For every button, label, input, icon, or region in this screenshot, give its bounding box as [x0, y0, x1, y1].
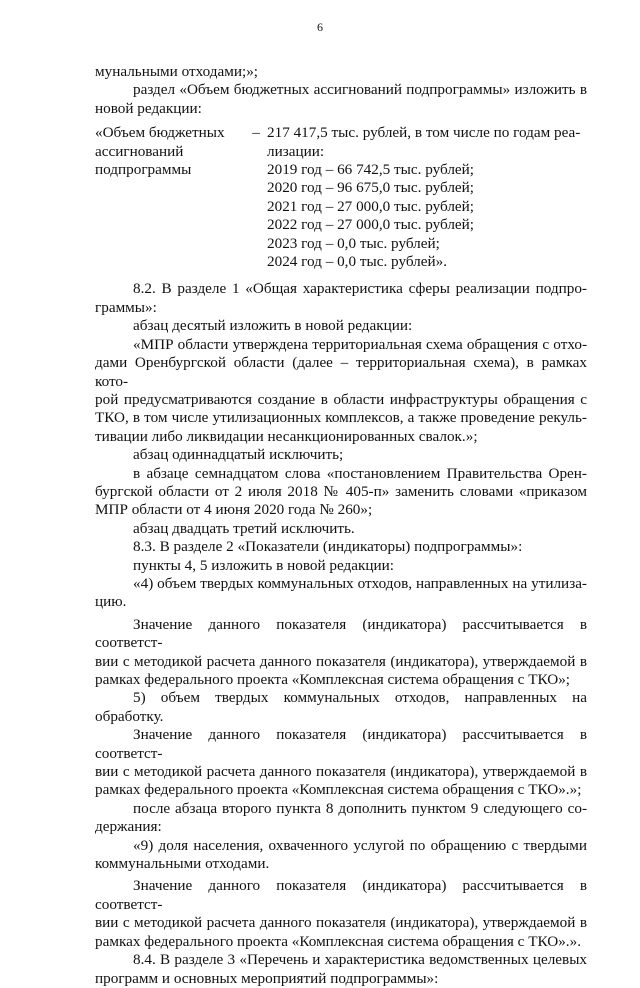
text-line: «9) доля населения, охваченного услугой по обращению с твердыми: [133, 836, 587, 854]
text-line: граммы»:: [95, 298, 157, 316]
text-line: коммунальными отходами.: [95, 855, 270, 873]
text-line: абзац одиннадцатый исключить;: [133, 446, 344, 464]
budget-value-line: 2020 год – 96 675,0 тыс. рублей;: [267, 179, 475, 197]
budget-value-line: 217 417,5 тыс. рублей, в том числе по годам реа-: [267, 124, 581, 142]
text-line: вии с методикой расчета данного показателя (индикатора), утверждаемой в: [95, 914, 587, 932]
budget-values: [267, 124, 587, 271]
text-line: «4) объем твердых коммунальных отходов, направленных на утилиза-: [133, 574, 587, 592]
text-line: 8.2. В разделе 1 «Общая характеристика сферы реализации подпро-: [133, 280, 587, 298]
page-number: 6: [317, 20, 323, 34]
text-line: цию.: [95, 593, 127, 611]
text-line: ТКО, в том числе утилизационных комплексов, а также проведение рекуль-: [95, 409, 587, 427]
text-line: 8.3. В разделе 2 «Показатели (индикаторы) подпрограммы»:: [133, 538, 523, 556]
text-line: вии с методикой расчета данного показателя (индикатора), утверждаемой в: [95, 652, 587, 670]
text-line: вии с методикой расчета данного показателя (индикатора), утверждаемой в: [95, 763, 587, 781]
budget-label-line: «Объем бюджетных: [95, 124, 225, 142]
budget-value-line: 2023 год – 0,0 тыс. рублей;: [267, 234, 440, 252]
text-line: бургской области от 2 июля 2018 № 405-п» заменить словами «приказом: [95, 482, 587, 500]
text-line: Значение данного показателя (индикатора) рассчитывается в соответст-: [95, 615, 587, 652]
budget-value-line: лизации:: [267, 142, 325, 160]
text-line: в абзаце семнадцатом слова «постановлением Правительства Орен-: [133, 464, 587, 482]
text-line: тивации либо ликвидации несанкционированных свалок.»;: [95, 427, 478, 445]
text-line: рой предусматриваются создание в области инфраструктуры обращения с: [95, 390, 587, 408]
text-line: мунальными отходами;»;: [95, 63, 259, 80]
text-line: после абзаца второго пункта 8 дополнить пунктом 9 следующего со-: [133, 799, 587, 817]
text-line: 8.4. В разделе 3 «Перечень и характеристика ведомственных целевых: [133, 951, 587, 969]
text-line: 5) объем твердых коммунальных отходов, направленных на обработку.: [95, 689, 587, 725]
budget-dash: –: [252, 124, 260, 142]
budget-value-line: 2019 год – 66 742,5 тыс. рублей;: [267, 161, 475, 179]
text-line: абзац десятый изложить в новой редакции:: [133, 317, 413, 335]
budget-value-line: 2024 год – 0,0 тыс. рублей».: [267, 253, 448, 271]
text-line: абзац двадцать третий исключить.: [133, 519, 355, 537]
budget-label: [95, 124, 245, 271]
text-line: рамках федерального проекта «Комплексная система обращения с ТКО»;: [95, 671, 571, 688]
budget-label-line: подпрограммы: [95, 161, 192, 179]
text-line: держания:: [95, 818, 162, 836]
text-line: раздел «Объем бюджетных ассигнований подпрограммы» изложить в: [133, 81, 587, 99]
text-line: программ и основных мероприятий подпрограммы»:: [95, 969, 439, 987]
budget-value-line: 2021 год – 27 000,0 тыс. рублей;: [267, 197, 475, 215]
document-body: [95, 63, 587, 988]
text-line: Значение данного показателя (индикатора) рассчитывается в соответст-: [95, 877, 587, 913]
text-line: дами Оренбургской области (далее – территориальная схема), в рамках кото-: [95, 354, 587, 390]
text-line: «МПР области утверждена территориальная схема обращения с отхо-: [133, 335, 587, 353]
budget-table: [95, 124, 587, 271]
text-line: МПР области от 4 июня 2020 года № 260»;: [95, 501, 373, 519]
budget-label-line: ассигнований: [95, 142, 184, 160]
text-line: пункты 4, 5 изложить в новой редакции:: [133, 556, 395, 574]
text-line: рамках федерального проекта «Комплексная система обращения с ТКО».».: [95, 932, 581, 950]
budget-value-line: 2022 год – 27 000,0 тыс. рублей;: [267, 216, 475, 234]
text-line: Значение данного показателя (индикатора) рассчитывается в соответст-: [95, 726, 587, 762]
text-line: новой редакции:: [95, 99, 202, 117]
text-line: рамках федерального проекта «Комплексная система обращения с ТКО».»;: [95, 781, 582, 799]
